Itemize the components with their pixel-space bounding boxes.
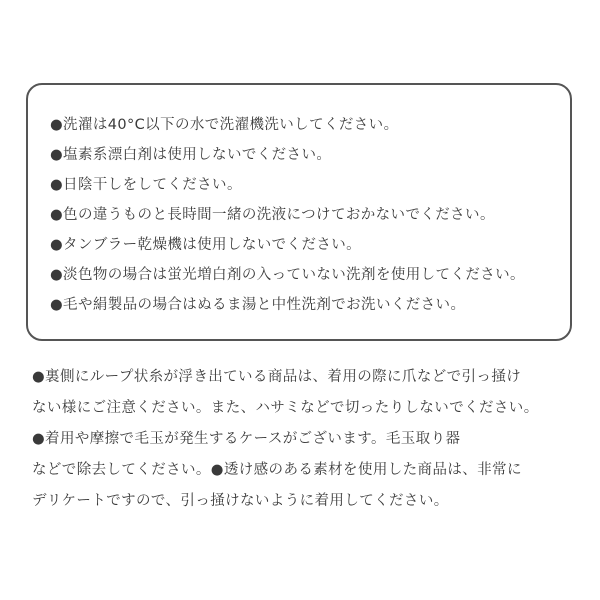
care-instructions-box: [26, 83, 572, 341]
care-instruction-item: ●日陰干しをしてください。: [50, 177, 242, 193]
caution-note-line: デリケートですので、引っ掻けないように着用してください。: [32, 493, 449, 509]
caution-note-line: ●着用や摩擦で毛玉が発生するケースがございます。毛玉取り器: [32, 431, 461, 447]
caution-notes: [32, 362, 577, 517]
care-instruction-item: ●毛や絹製品の場合はぬるま湯と中性洗剤でお洗いください。: [50, 297, 466, 313]
care-instruction-item: ●タンブラー乾燥機は使用しないでください。: [50, 237, 362, 253]
care-instruction-item: ●淡色物の場合は蛍光増白剤の入っていない洗剤を使用してください。: [50, 267, 525, 283]
care-instructions-list: [50, 110, 560, 320]
care-instruction-item: ●色の違うものと長時間一緒の洗液につけておかないでください。: [50, 207, 495, 223]
caution-note-line: などで除去してください。●透け感のある素材を使用した商品は、非常に: [32, 462, 522, 478]
care-instruction-item: ●塩素系漂白剤は使用しないでください。: [50, 147, 332, 163]
caution-note-line: ●裏側にループ状糸が浮き出ている商品は、着用の際に爪などで引っ掻け: [32, 369, 522, 385]
care-instruction-item: ●洗濯は40°C以下の水で洗濯機洗いしてください。: [50, 117, 399, 133]
caution-note-line: ない様にご注意ください。また、ハサミなどで切ったりしないでください。: [32, 400, 539, 416]
